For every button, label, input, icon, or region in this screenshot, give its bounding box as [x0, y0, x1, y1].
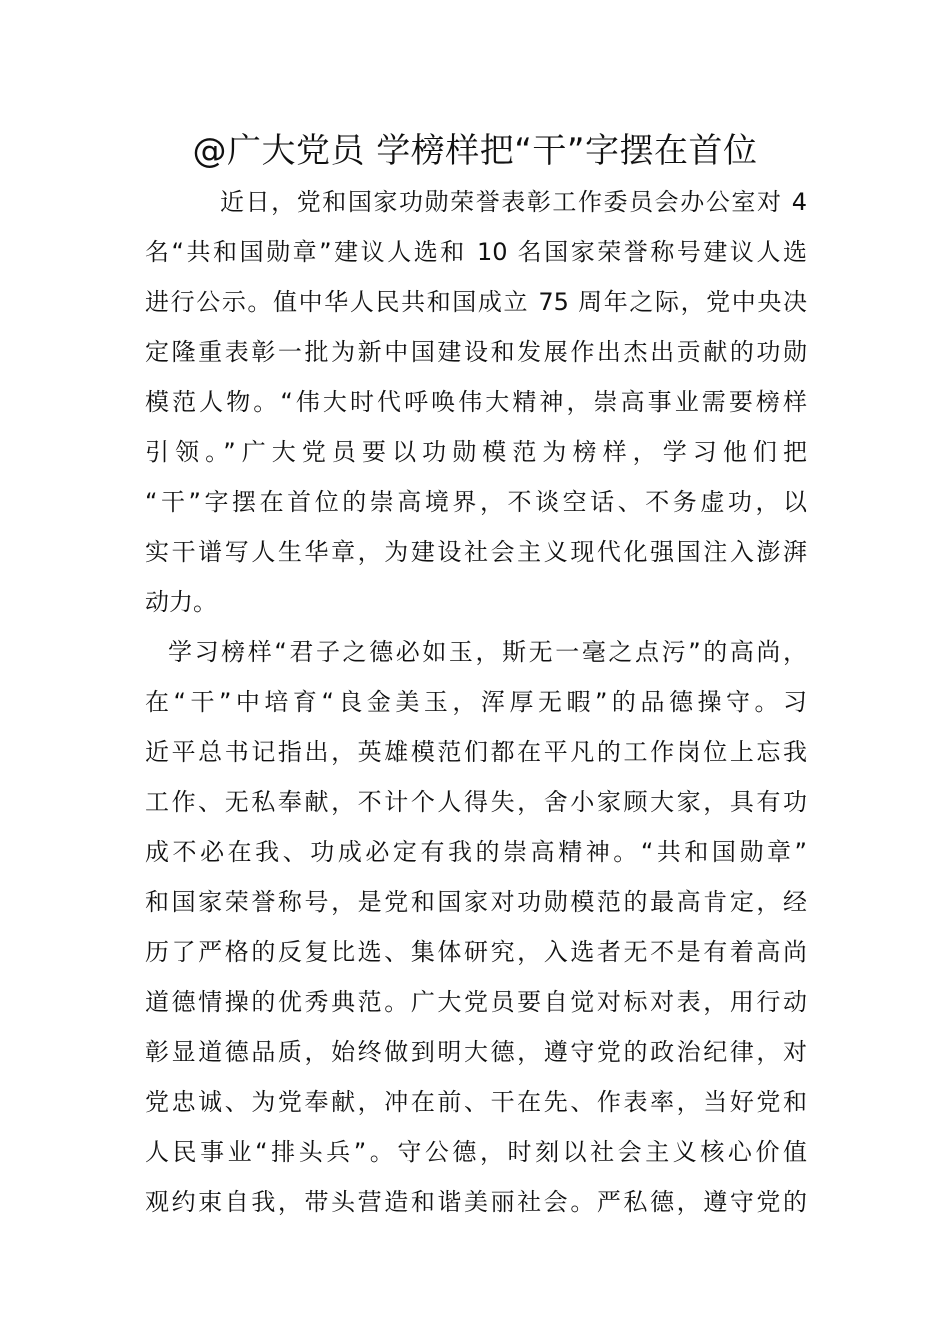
paragraph-2-line-1: 学习榜样“君子之德必如玉，斯无一毫之点污”的高尚， [168, 638, 807, 666]
paragraph-1-line-2: 名“共和国勋章”建议人选和 10 名国家荣誉称号建议人选 [145, 238, 807, 266]
paragraph-1-line-5: 模范人物。“伟大时代呼唤伟大精神，崇高事业需要榜样 [145, 388, 807, 416]
paragraph-1-line-9: 动力。 [145, 588, 217, 616]
paragraph-2-line-9: 彰显道德品质，始终做到明大德，遵守党的政治纪律，对 [145, 1038, 807, 1066]
document-title: @广大党员 学榜样把“干”字摆在首位 [192, 131, 758, 171]
paragraph-1-line-1: 近日，党和国家功勋荣誉表彰工作委员会办公室对 4 [220, 188, 807, 216]
paragraph-2-line-4: 工作、无私奉献，不计个人得失，舍小家顾大家，具有功 [145, 788, 807, 816]
paragraph-1-line-4: 定隆重表彰一批为新中国建设和发展作出杰出贡献的功勋 [145, 338, 807, 366]
paragraph-1-line-6: 引领。”广大党员要以功勋模范为榜样，学习他们把 [145, 438, 807, 466]
paragraph-2-line-8: 道德情操的优秀典范。广大党员要自觉对标对表，用行动 [145, 988, 807, 1016]
paragraph-2-line-6: 和国家荣誉称号，是党和国家对功勋模范的最高肯定，经 [145, 888, 807, 916]
paragraph-1-line-7: “干”字摆在首位的崇高境界，不谈空话、不务虚功，以 [145, 488, 807, 516]
paragraph-2-line-11: 人民事业“排头兵”。守公德，时刻以社会主义核心价值 [145, 1138, 807, 1166]
paragraph-1-line-8: 实干谱写人生华章，为建设社会主义现代化强国注入澎湃 [145, 538, 807, 566]
paragraph-2-line-12: 观约束自我，带头营造和谐美丽社会。严私德，遵守党的 [145, 1188, 807, 1216]
paragraph-2-line-7: 历了严格的反复比选、集体研究，入选者无不是有着高尚 [145, 938, 807, 966]
paragraph-2-line-5: 成不必在我、功成必定有我的崇高精神。“共和国勋章” [145, 838, 807, 866]
paragraph-1-line-3: 进行公示。值中华人民共和国成立 75 周年之际，党中央决 [145, 288, 807, 316]
paragraph-2-line-10: 党忠诚、为党奉献，冲在前、干在先、作表率，当好党和 [145, 1088, 807, 1116]
paragraph-2-line-3: 近平总书记指出，英雄模范们都在平凡的工作岗位上忘我 [145, 738, 807, 766]
paragraph-2-line-2: 在“干”中培育“良金美玉，浑厚无暇”的品德操守。习 [145, 688, 807, 716]
